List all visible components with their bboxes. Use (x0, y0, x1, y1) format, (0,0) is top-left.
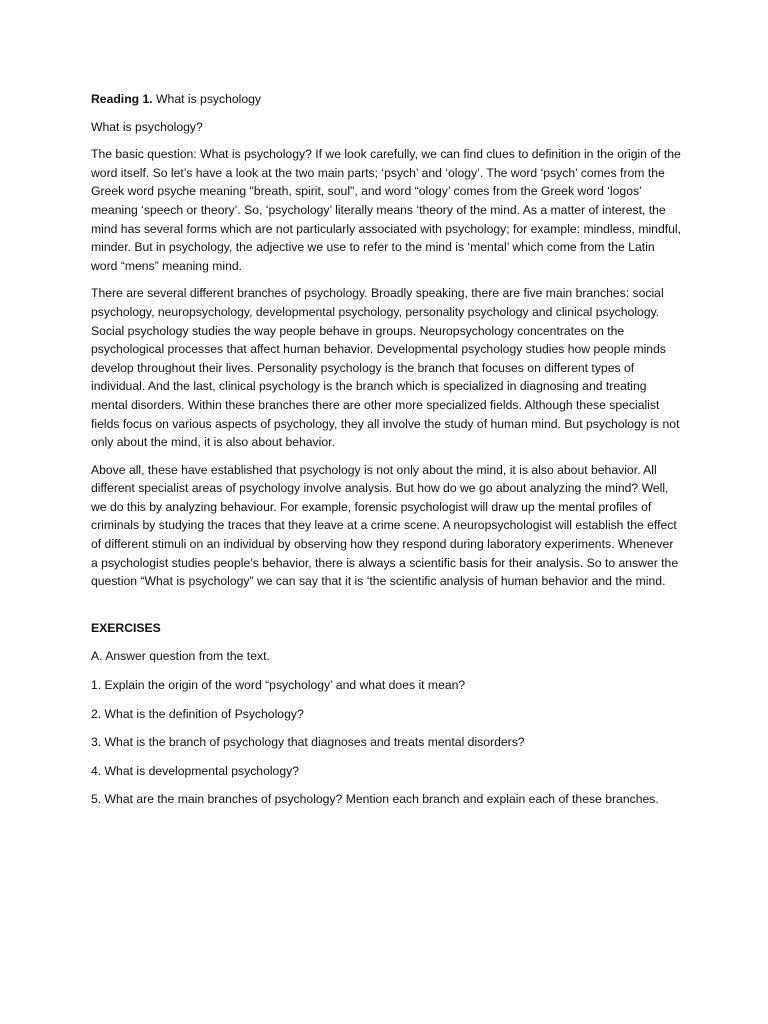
paragraph-behavior: Above all, these have established that psychology is not only about the mind, it is also about behavior. All different specialist areas of psychology involve analysis. But how do we go about analyzing the mind? Well, we do this by analyzing behaviour. For example, forensic psychologist will draw up the mental profiles of criminals by studying the traces that they leave at a crime scene. A neuropsychologist will establish the effect of different stimuli on an individual by observing how they respond during laboratory experiments. Whenever a psychologist studies people’s behavior, there is always a scientific basis for their analysis. So to answer the question “What is psychology” we can say that it is ‘the scientific analysis of human behavior and the mind. (91, 462, 679, 589)
reading-heading (91, 90, 681, 109)
paragraph-branches: There are several different branches of psychology. Broadly speaking, there are five main branches: social psychology, neuropsychology, developmental psychology, personality psychology and clinical psychology. Social psychology studies the way people behave in groups. Neuropsychology concentrates on the psychological processes that affect human behavior. Developmental psychology studies how people minds develop throughout their lives. Personality psychology is the branch that focuses on different types of individual. And the last, clinical psychology is the branch which is specialized in diagnosing and treating mental disorders. Within these branches there are other more specialized fields. Although these specialist fields focus on various aspects of psychology, they all involve the study of human mind. But psychology is not only about the mind, it is also about behavior. (91, 286, 680, 450)
exercise-question-5: 5. What are the main branches of psychology? Mention each branch and explain each of these branches. (91, 792, 659, 807)
document-page (91, 90, 681, 819)
exercise-question-4: 4. What is developmental psychology? (91, 763, 299, 778)
exercises-title: EXERCISES (91, 620, 161, 635)
exercise-question-3: 3. What is the branch of psychology that diagnoses and treats mental disorders? (91, 735, 525, 750)
reading-title: What is psychology (156, 92, 262, 106)
reading-question: What is psychology? (91, 119, 203, 134)
exercises-instruction: A. Answer question from the text. (91, 649, 270, 664)
reading-label: Reading 1. (91, 92, 153, 106)
exercise-question-1: 1. Explain the origin of the word “psychology’ and what does it mean? (91, 678, 466, 693)
paragraph-origin: The basic question: What is psychology? If we look carefully, we can find clues to definition in the origin of the word itself. So let’s have a look at the two main parts; ‘psych’ and ‘ology’. The word ‘psych’ comes from the Greek word psyche meaning "breath, spirit, soul", and word “ology’ comes from the Greek word ‘logos’ meaning ‘speech or theory’. So, ‘psychology’ literally means ‘theory of the mind. As a matter of interest, the mind has several forms which are not particularly associated with psychology; for example: mindless, mindful, minder. But in psychology, the adjective we use to refer to the mind is ‘mental’ which come from the Latin word “mens” meaning mind. (91, 147, 681, 273)
exercise-question-2: 2. What is the definition of Psychology? (91, 706, 304, 721)
